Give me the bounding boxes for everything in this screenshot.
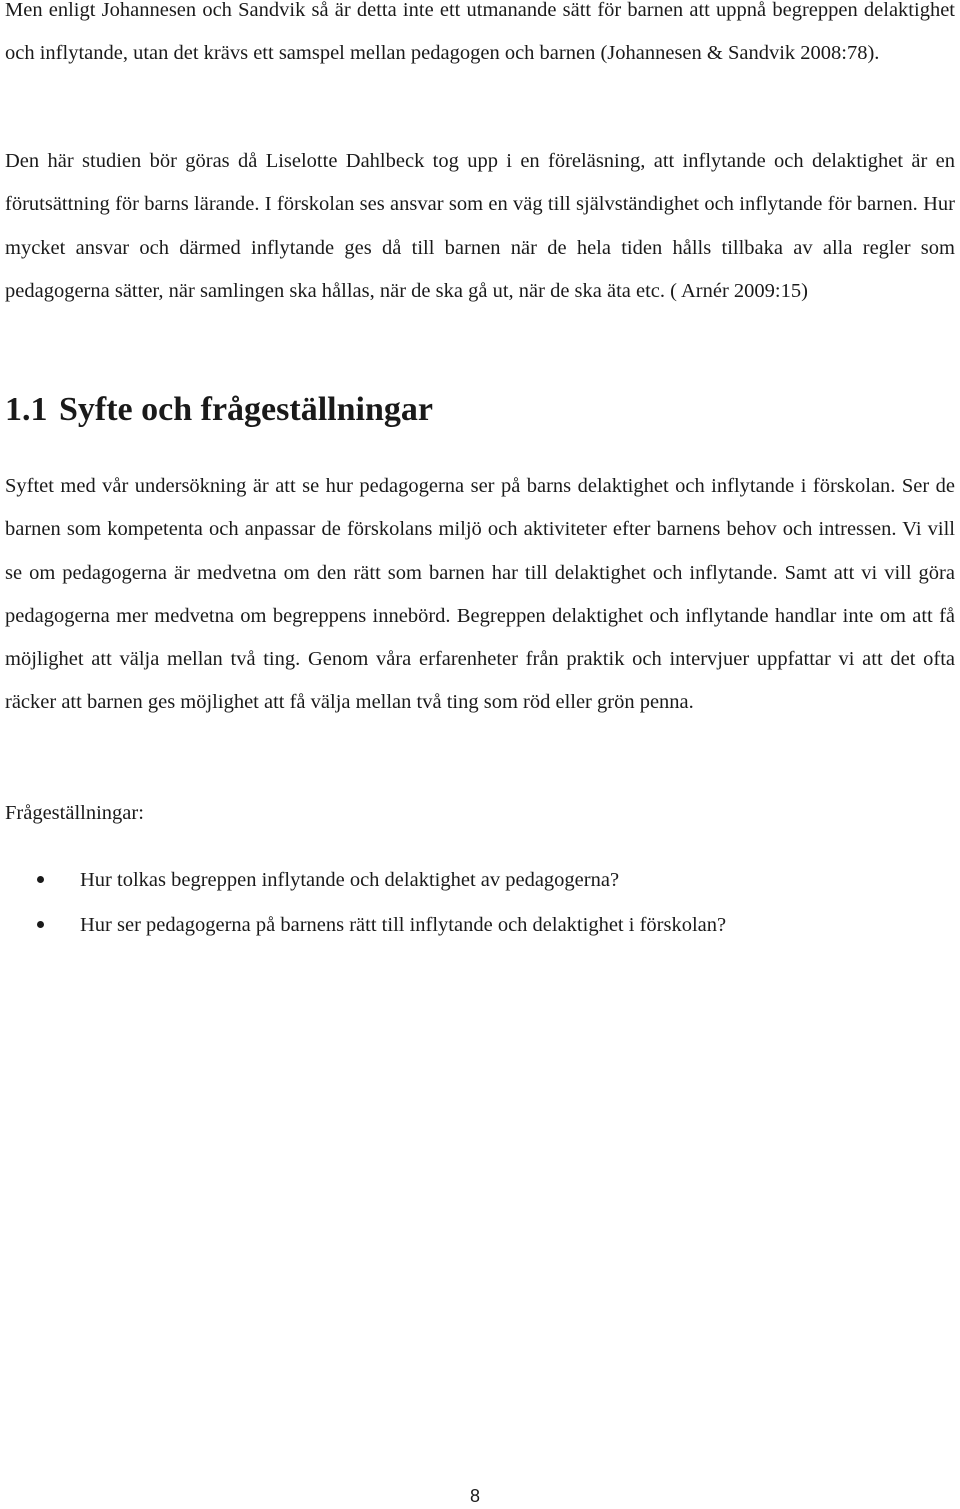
questions-label: Frågeställningar: [5, 802, 144, 824]
section-title: Syfte och frågeställningar [59, 391, 433, 428]
question-text: Hur ser pedagogerna på barnens rätt till inflytande och delaktighet i förskolan? [80, 914, 727, 936]
intro-paragraph: Men enligt Johannesen och Sandvik så är detta inte ett utmanande sätt för barnen att uppnå begreppen delaktighet och inflytande, utan det krävs ett samspel mellan pedagogen och barnen (Johannesen & Sandvik 2008:78). [5, 0, 955, 65]
bullet-icon [37, 921, 44, 928]
question-text: Hur tolkas begreppen inflytande och delaktighet av pedagogerna? [80, 869, 620, 891]
section-heading [5, 388, 433, 432]
purpose-paragraph: Syftet med vår undersökning är att se hur pedagogerna ser på barns delaktighet och inflytande i förskolan. Ser de barnen som kompetenta och anpassar de förskolans miljö och aktiviteter efter barnens behov och intressen. Vi vill se om pedagogerna är medvetna om den rätt som barnen har till delaktighet och inflytande. Samt att vi vill göra pedagogerna mer medvetna om begreppens innebörd. Begreppen delaktighet och inflytande handlar inte om att få möjlighet att välja mellan två ting. Genom våra erfarenheter från praktik och intervjuer uppfattar vi att det ofta räcker att barnen ges möjlighet att få välja mellan två ting som röd eller grön penna. [5, 475, 955, 714]
study-paragraph: Den här studien bör göras då Liselotte Dahlbeck tog upp i en föreläsning, att inflytande och delaktighet är en förutsättning för barns lärande. I förskolan ses ansvar som en väg till självständighet och inflytande för barnen. Hur mycket ansvar och därmed inflytande ges då till barnen när de hela tiden hålls tillbaka av alla regler som pedagogerna sätter, när samlingen ska hållas, när de ska gå ut, när de ska äta etc. ( Arnér 2009:15) [5, 150, 955, 302]
section-number: 1.1 [5, 391, 48, 428]
page-number: 8 [470, 1486, 481, 1506]
bullet-icon [37, 876, 44, 883]
